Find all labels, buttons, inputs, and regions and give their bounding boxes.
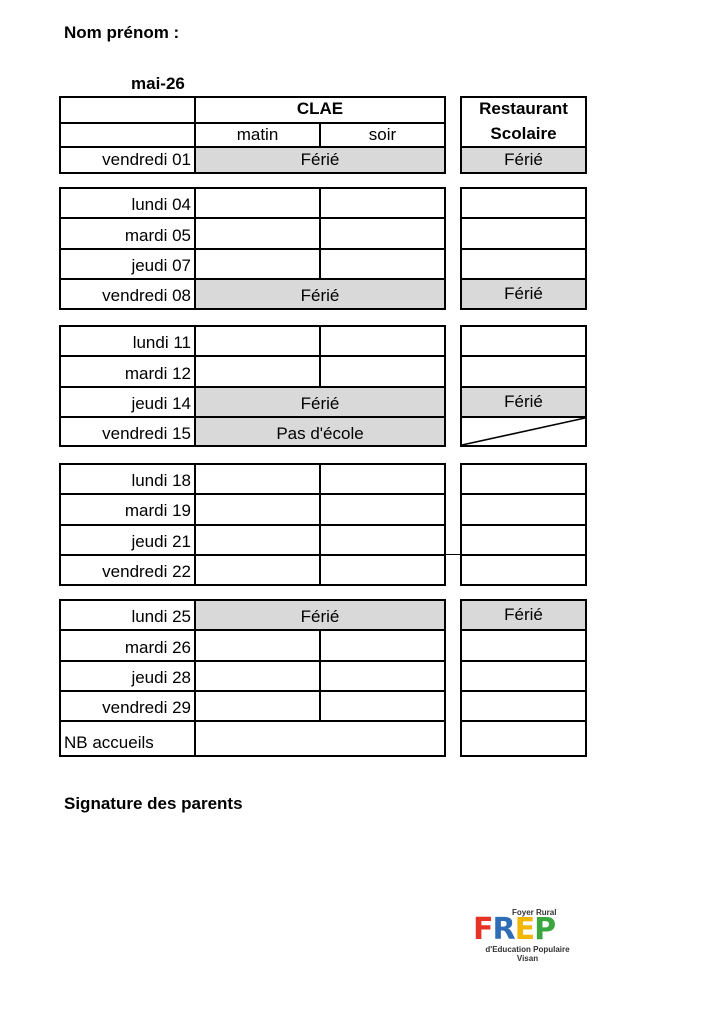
month-label: mai-26	[131, 74, 185, 93]
grid-line	[319, 325, 321, 388]
frep-logo	[470, 906, 585, 964]
grid-line	[59, 524, 446, 526]
ferie-clae-08: Férié	[300, 286, 340, 305]
grid-line	[460, 278, 587, 280]
day-label: vendredi 29	[102, 698, 191, 717]
grid-line	[460, 386, 587, 388]
clae-title: CLAE	[296, 99, 344, 118]
day-label: vendredi 01	[102, 150, 191, 169]
grid-line	[59, 720, 446, 722]
grid-line	[460, 248, 587, 250]
grid-line	[194, 463, 196, 586]
restaurant-title-line2: Scolaire	[490, 124, 557, 143]
day-label: lundi 04	[131, 195, 191, 214]
signature-label: Signature des parents	[64, 794, 243, 813]
day-label: jeudi 28	[131, 668, 191, 687]
pas-ecole-clae-15: Pas d'école	[276, 424, 364, 443]
ferie-resto-01: Férié	[504, 150, 543, 169]
day-label: lundi 11	[132, 333, 191, 352]
grid-line	[59, 122, 446, 124]
day-label: mardi 19	[124, 501, 191, 520]
day-label: mardi 26	[124, 638, 191, 657]
logo-letter: F	[473, 912, 493, 947]
nb-accueils-label: NB accueils	[64, 733, 154, 752]
ferie-clae-25: Férié	[300, 607, 340, 626]
grid-line	[59, 690, 446, 692]
grid-line	[59, 278, 446, 280]
day-label: jeudi 14	[131, 394, 191, 413]
grid-line	[59, 416, 446, 418]
logo-line3: Visan	[516, 954, 539, 963]
day-label: mardi 05	[124, 226, 191, 245]
name-label: Nom prénom :	[64, 23, 180, 42]
grid-line	[319, 463, 321, 586]
grid-line	[59, 493, 446, 495]
day-label: lundi 18	[131, 471, 191, 490]
logo-letter: P	[534, 912, 556, 947]
grid-line	[59, 660, 446, 662]
logo-line2: d'Education Populaire	[485, 945, 570, 954]
day-label: vendredi 08	[102, 286, 191, 305]
day-label: mardi 12	[124, 364, 191, 383]
connector-line	[446, 554, 460, 555]
grid-line	[59, 554, 446, 556]
grid-line	[460, 554, 587, 556]
grid-line	[59, 386, 446, 388]
col-matin: matin	[236, 125, 279, 144]
grid-line	[59, 355, 446, 357]
col-soir: soir	[368, 125, 397, 144]
grid-line	[59, 146, 446, 148]
day-label: vendredi 15	[102, 424, 191, 443]
grid-line	[59, 217, 446, 219]
ferie-clae-01: Férié	[300, 150, 340, 169]
grid-line	[319, 187, 321, 280]
grid-line	[460, 146, 587, 148]
grid-line	[460, 524, 587, 526]
grid-line	[460, 355, 587, 357]
grid-line	[460, 690, 587, 692]
no-school-diagonal	[460, 416, 587, 447]
grid-line	[460, 493, 587, 495]
restaurant-title-line1: Restaurant	[479, 99, 568, 118]
ferie-resto-14: Férié	[504, 392, 543, 411]
grid-line	[59, 248, 446, 250]
day-label: jeudi 21	[131, 532, 191, 551]
day-label: vendredi 22	[102, 562, 191, 581]
grid-line	[460, 660, 587, 662]
logo-line1: Foyer Rural	[512, 908, 557, 917]
ferie-resto-25: Férié	[504, 605, 543, 624]
grid-line	[59, 629, 446, 631]
grid-line	[460, 629, 587, 631]
ferie-resto-08: Férié	[504, 284, 543, 303]
day-label: lundi 25	[131, 607, 191, 626]
logo-letter: R	[492, 912, 515, 947]
logo-letter: E	[514, 912, 535, 947]
grid-line	[460, 720, 587, 722]
grid-line	[460, 217, 587, 219]
day-label: jeudi 07	[131, 256, 191, 275]
grid-line	[319, 629, 321, 722]
ferie-clae-14: Férié	[300, 394, 340, 413]
